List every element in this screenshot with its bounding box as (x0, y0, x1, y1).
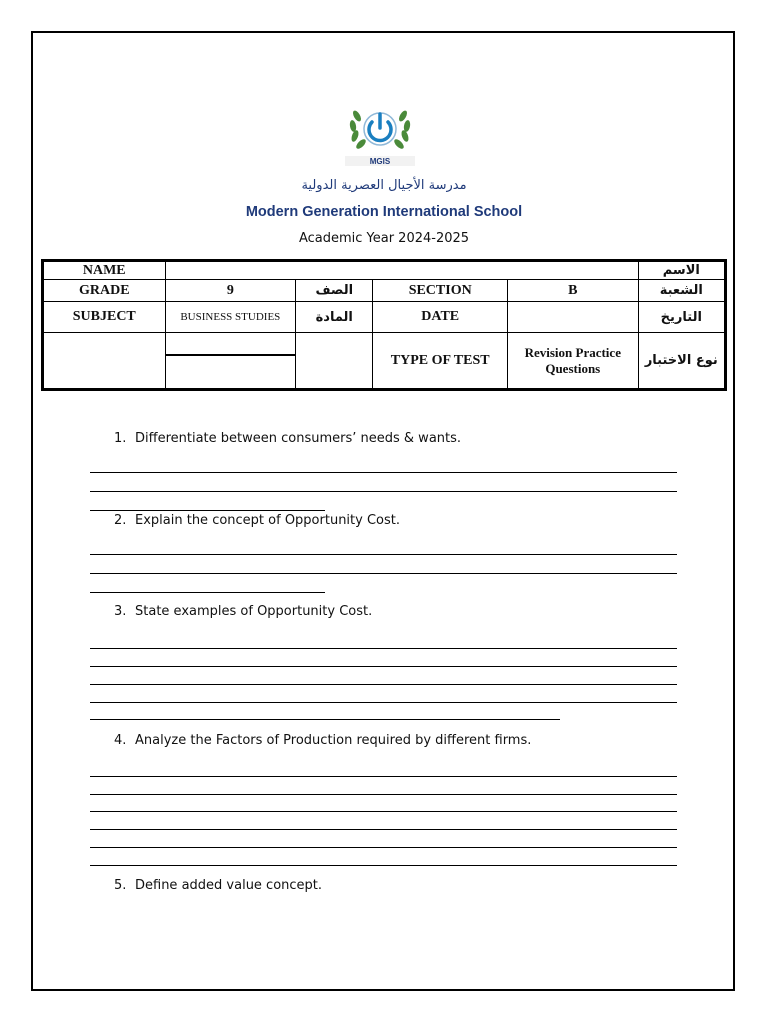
logo-text: MGIS (369, 157, 391, 166)
answer-line[interactable] (90, 847, 677, 848)
name-field[interactable] (165, 261, 638, 280)
blank-field-top[interactable] (166, 333, 296, 356)
date-label: DATE (373, 302, 508, 333)
blank-field-bottom[interactable] (166, 356, 296, 388)
grade-row (43, 280, 726, 302)
name-label-arabic: الاسم (638, 261, 725, 280)
answer-line[interactable] (90, 554, 677, 555)
school-logo (339, 96, 421, 168)
subject-row (43, 302, 726, 333)
question-number: 2. (114, 513, 127, 528)
split-cell (165, 333, 296, 390)
question-text: Differentiate between consumers’ needs & wants. (135, 431, 462, 446)
question-3 (114, 604, 372, 619)
answer-line[interactable] (90, 573, 677, 574)
academic-year: Academic Year 2024-2025 (298, 231, 470, 246)
answer-line[interactable] (90, 702, 677, 703)
answer-line[interactable] (90, 811, 677, 812)
answer-line[interactable] (90, 719, 560, 720)
test-type-row (43, 333, 726, 390)
question-number: 4. (114, 733, 127, 748)
question-2 (114, 513, 400, 528)
answer-line[interactable] (90, 510, 325, 511)
answer-line[interactable] (90, 648, 677, 649)
test-type-label-arabic: نوع الاختبار (638, 333, 725, 390)
question-number: 3. (114, 604, 127, 619)
grade-label: GRADE (43, 280, 166, 302)
school-name-english: Modern Generation International School (245, 204, 523, 220)
question-text: Define added value concept. (135, 878, 323, 893)
subject-label: SUBJECT (43, 302, 166, 333)
section-label: SECTION (373, 280, 508, 302)
answer-line[interactable] (90, 666, 677, 667)
student-info-table (41, 259, 727, 391)
grade-value: 9 (165, 280, 296, 302)
question-text: Analyze the Factors of Production required by different firms. (135, 733, 532, 748)
answer-line[interactable] (90, 829, 677, 830)
question-number: 1. (114, 431, 127, 446)
name-label: NAME (43, 261, 166, 280)
question-number: 5. (114, 878, 127, 893)
test-type-value: Revision Practice Questions (508, 333, 639, 390)
question-4 (114, 733, 531, 748)
blank-cell (296, 333, 373, 390)
answer-line[interactable] (90, 592, 325, 593)
date-label-arabic: التاريخ (638, 302, 725, 333)
subject-value: BUSINESS STUDIES (165, 302, 296, 333)
name-row (43, 261, 726, 280)
question-5 (114, 878, 322, 893)
section-value: B (508, 280, 639, 302)
answer-line[interactable] (90, 865, 677, 866)
question-text: Explain the concept of Opportunity Cost. (135, 513, 400, 528)
date-field[interactable] (508, 302, 639, 333)
answer-line[interactable] (90, 776, 677, 777)
school-name-arabic: مدرسة الأجيال العصرية الدولية (301, 178, 467, 193)
question-text: State examples of Opportunity Cost. (135, 604, 373, 619)
section-label-arabic: الشعبة (638, 280, 725, 302)
answer-line[interactable] (90, 491, 677, 492)
test-type-label: TYPE OF TEST (373, 333, 508, 390)
subject-label-arabic: المادة (296, 302, 373, 333)
answer-line[interactable] (90, 472, 677, 473)
grade-label-arabic: الصف (296, 280, 373, 302)
question-1 (114, 431, 461, 446)
answer-line[interactable] (90, 684, 677, 685)
blank-cell (43, 333, 166, 390)
answer-line[interactable] (90, 794, 677, 795)
